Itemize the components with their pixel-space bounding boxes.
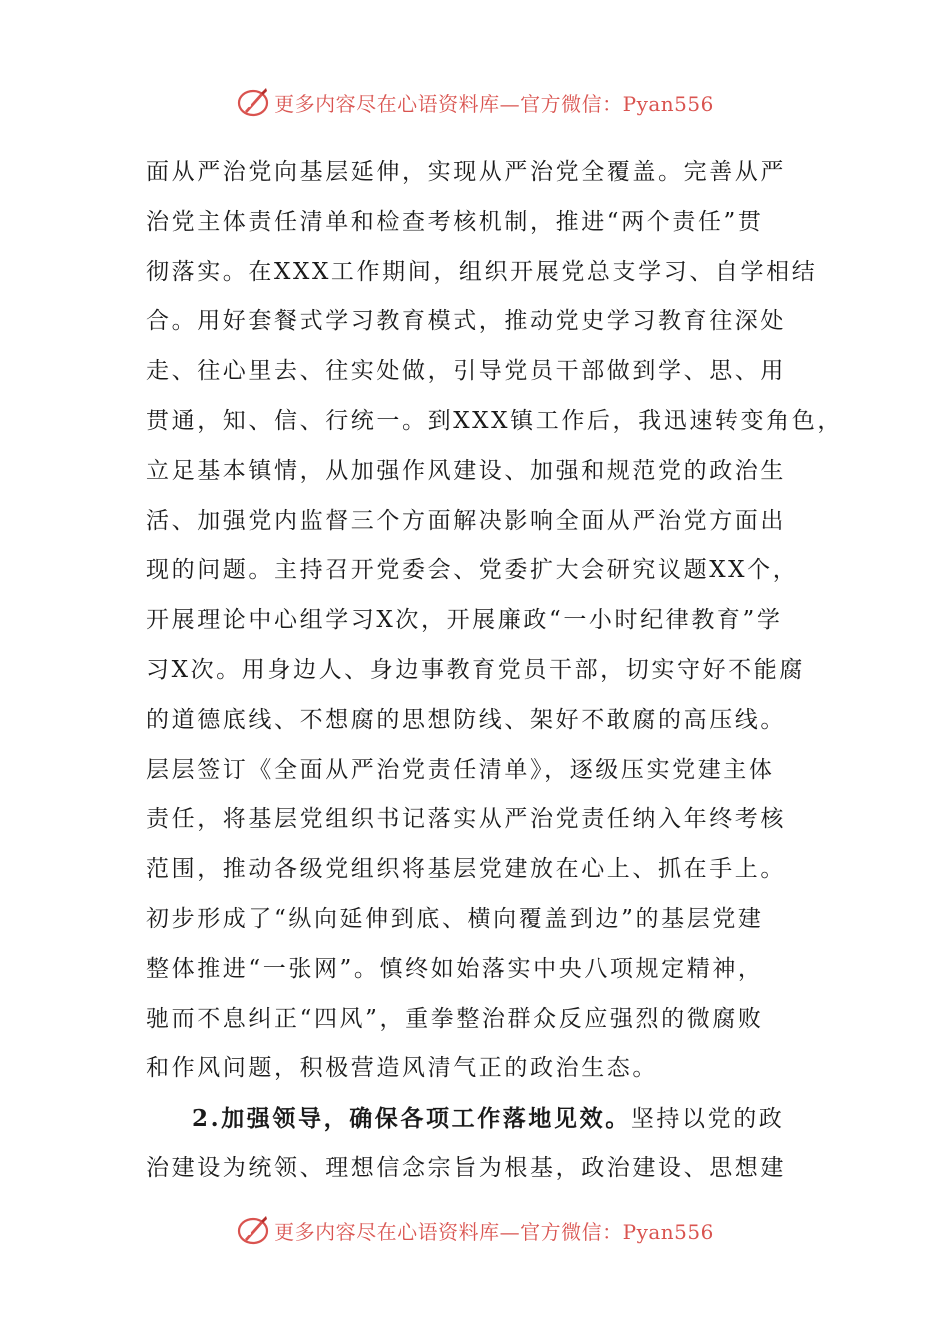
text-line: 走、往心里去、往实处做，引导党员干部做到学、思、用 [146, 358, 786, 385]
text-line: 的道德底线、不想腐的思想防线、架好不敢腐的高压线。 [146, 706, 786, 733]
text-line: 立足基本镇情，从加强作风建设、加强和规范党的政治生 [146, 457, 786, 484]
paragraph-2-text: 坚持以党的政 [630, 1106, 785, 1133]
text-line: 范围，推动各级党组织将基层党建放在心上、抓在手上。 [146, 856, 786, 883]
header-banner-text: 更多内容尽在心语资料库—官方微信：Pyan556 [274, 91, 714, 116]
text-line: 初步形成了“纵向延伸到底、横向覆盖到边”的基层党建 [146, 905, 764, 932]
text-line: 现的问题。主持召开党委会、党委扩大会研究议题XX个， [146, 557, 799, 584]
text-line: 和作风问题，积极营造风清气正的政治生态。 [146, 1055, 658, 1082]
quill-pen-logo-icon [236, 85, 270, 119]
text-line: 驰而不息纠正“四风”，重拳整治群众反应强烈的微腐败 [146, 1005, 764, 1032]
footer-banner [0, 1210, 950, 1250]
document-body [146, 148, 843, 1194]
paragraph-2-heading: 2.加强领导，确保各项工作落地见效。 [192, 1105, 631, 1133]
text-line: 治党主体责任清单和检查考核机制，推进“两个责任”贯 [146, 208, 764, 235]
footer-banner-text: 更多内容尽在心语资料库—官方微信：Pyan556 [274, 1219, 714, 1244]
text-line: 习X次。用身边人、身边事教育党员干部，切实守好不能腐 [146, 656, 805, 683]
text-line: 活、加强党内监督三个方面解决影响全面从严治党方面出 [146, 507, 786, 534]
text-line: 面从严治党向基层延伸，实现从严治党全覆盖。完善从严 [146, 159, 786, 185]
text-line: 开展理论中心组学习X次，开展廉政“一小时纪律教育”学 [146, 607, 783, 634]
paragraph-2-first-line [146, 1094, 836, 1144]
text-line: 层层签订《全面从严治党责任清单》，逐级压实党建主体 [146, 756, 775, 783]
text-line: 彻落实。在XXX工作期间，组织开展党总支学习、自学相结 [146, 258, 818, 285]
text-line: 治建设为统领、理想信念宗旨为根基，政治建设、思想建 [146, 1154, 786, 1181]
text-line: 合。用好套餐式学习教育模式，推动党史学习教育往深处 [146, 308, 786, 335]
header-banner [0, 82, 950, 122]
quill-pen-logo-icon [236, 1213, 270, 1247]
text-line: 贯通，知、信、行统一。到XXX镇工作后，我迅速转变角色， [146, 407, 843, 434]
text-line: 责任，将基层党组织书记落实从严治党责任纳入年终考核 [146, 806, 786, 833]
text-line: 整体推进“一张网”。慎终如始落实中央八项规定精神， [146, 955, 764, 982]
